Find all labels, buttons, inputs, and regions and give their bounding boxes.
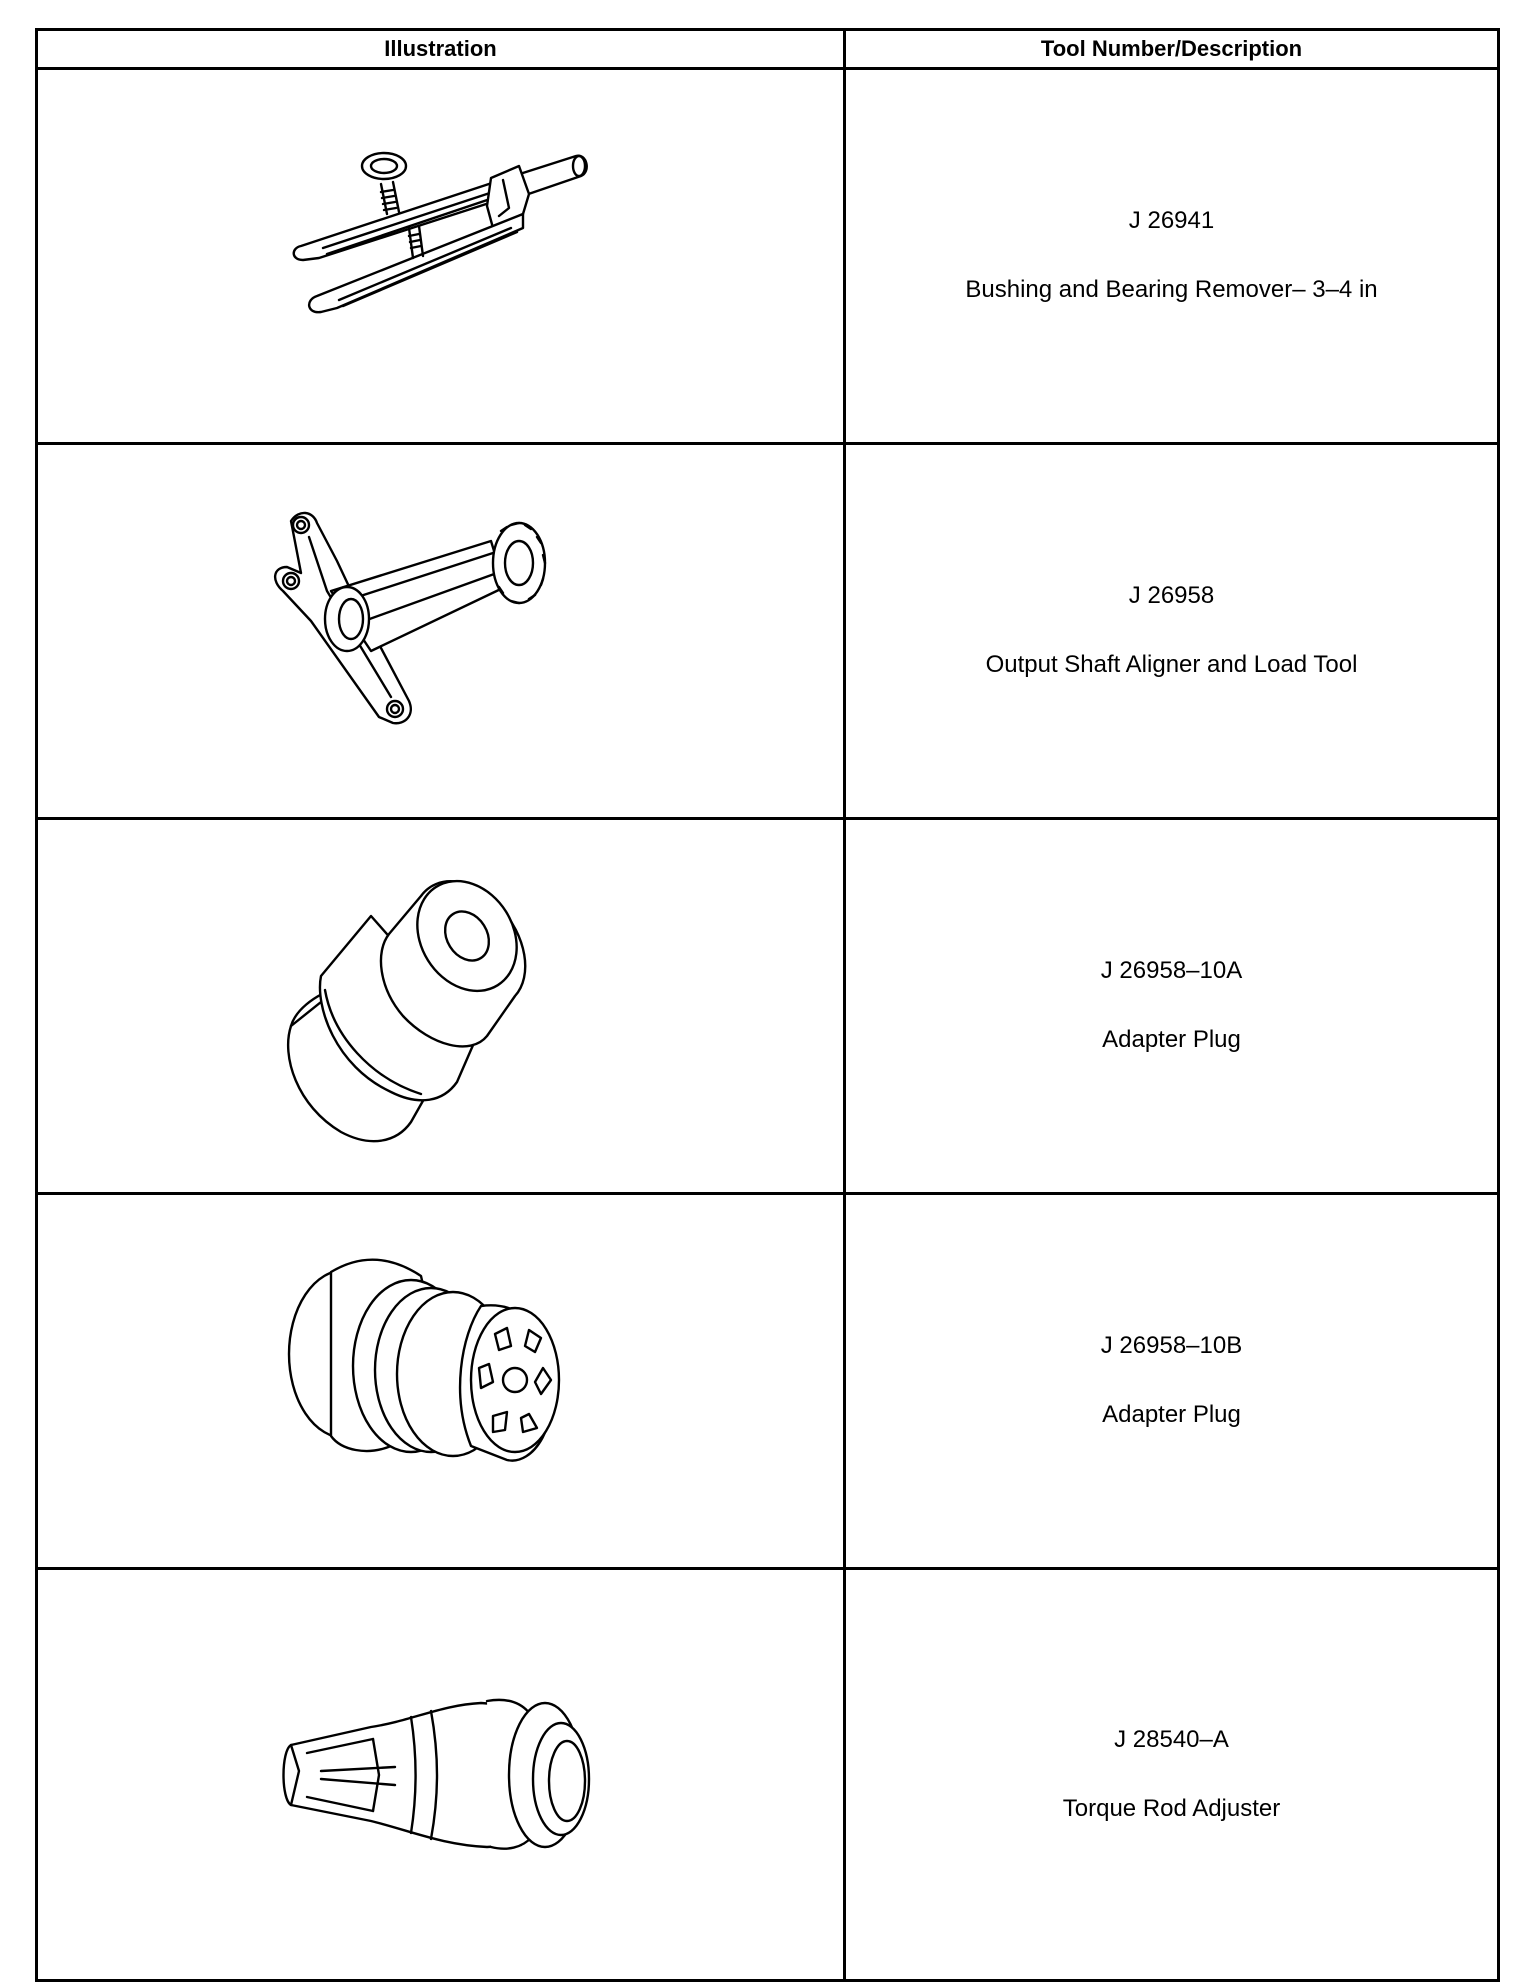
torque-rod-adjuster-icon	[261, 1675, 621, 1875]
tool-number: J 26941	[1128, 207, 1215, 235]
tool-number-header: Tool Number/Description	[845, 30, 1499, 69]
table-row	[37, 1569, 1499, 1981]
tool-number: J 28540–A	[1114, 1725, 1229, 1753]
table-row	[37, 1194, 1499, 1569]
tool-number: J 26958–10B	[1100, 1332, 1243, 1360]
illustration-cell	[37, 819, 845, 1194]
table-row	[37, 819, 1499, 1194]
tool-number: J 26958	[1128, 582, 1215, 610]
bushing-bearing-remover-icon	[261, 136, 621, 376]
tool-description: Torque Rod Adjuster	[1062, 1794, 1281, 1822]
illustration-header: Illustration	[37, 30, 845, 69]
table-row	[37, 444, 1499, 819]
adapter-plug-b-icon	[271, 1246, 611, 1516]
tool-description-cell	[845, 819, 1499, 1194]
header-row	[37, 30, 1499, 69]
output-shaft-aligner-icon	[261, 501, 621, 761]
illustration-cell	[37, 1569, 845, 1981]
illustration-cell	[37, 1194, 845, 1569]
illustration-cell	[37, 444, 845, 819]
tool-description: Adapter Plug	[1102, 1026, 1241, 1053]
adapter-plug-a-icon	[271, 856, 611, 1156]
tool-number: J 26958–10A	[1100, 957, 1243, 985]
tool-description-cell	[845, 1569, 1499, 1981]
illustration-cell	[37, 69, 845, 444]
tool-description: Adapter Plug	[1102, 1401, 1241, 1428]
special-tools-table	[35, 28, 1500, 1982]
tool-description: Output Shaft Aligner and Load Tool	[985, 651, 1358, 678]
tool-description: Bushing and Bearing Remover– 3–4 in	[965, 276, 1378, 303]
tool-description-cell	[845, 1194, 1499, 1569]
table-row	[37, 69, 1499, 444]
tool-description-cell	[845, 69, 1499, 444]
tool-description-cell	[845, 444, 1499, 819]
